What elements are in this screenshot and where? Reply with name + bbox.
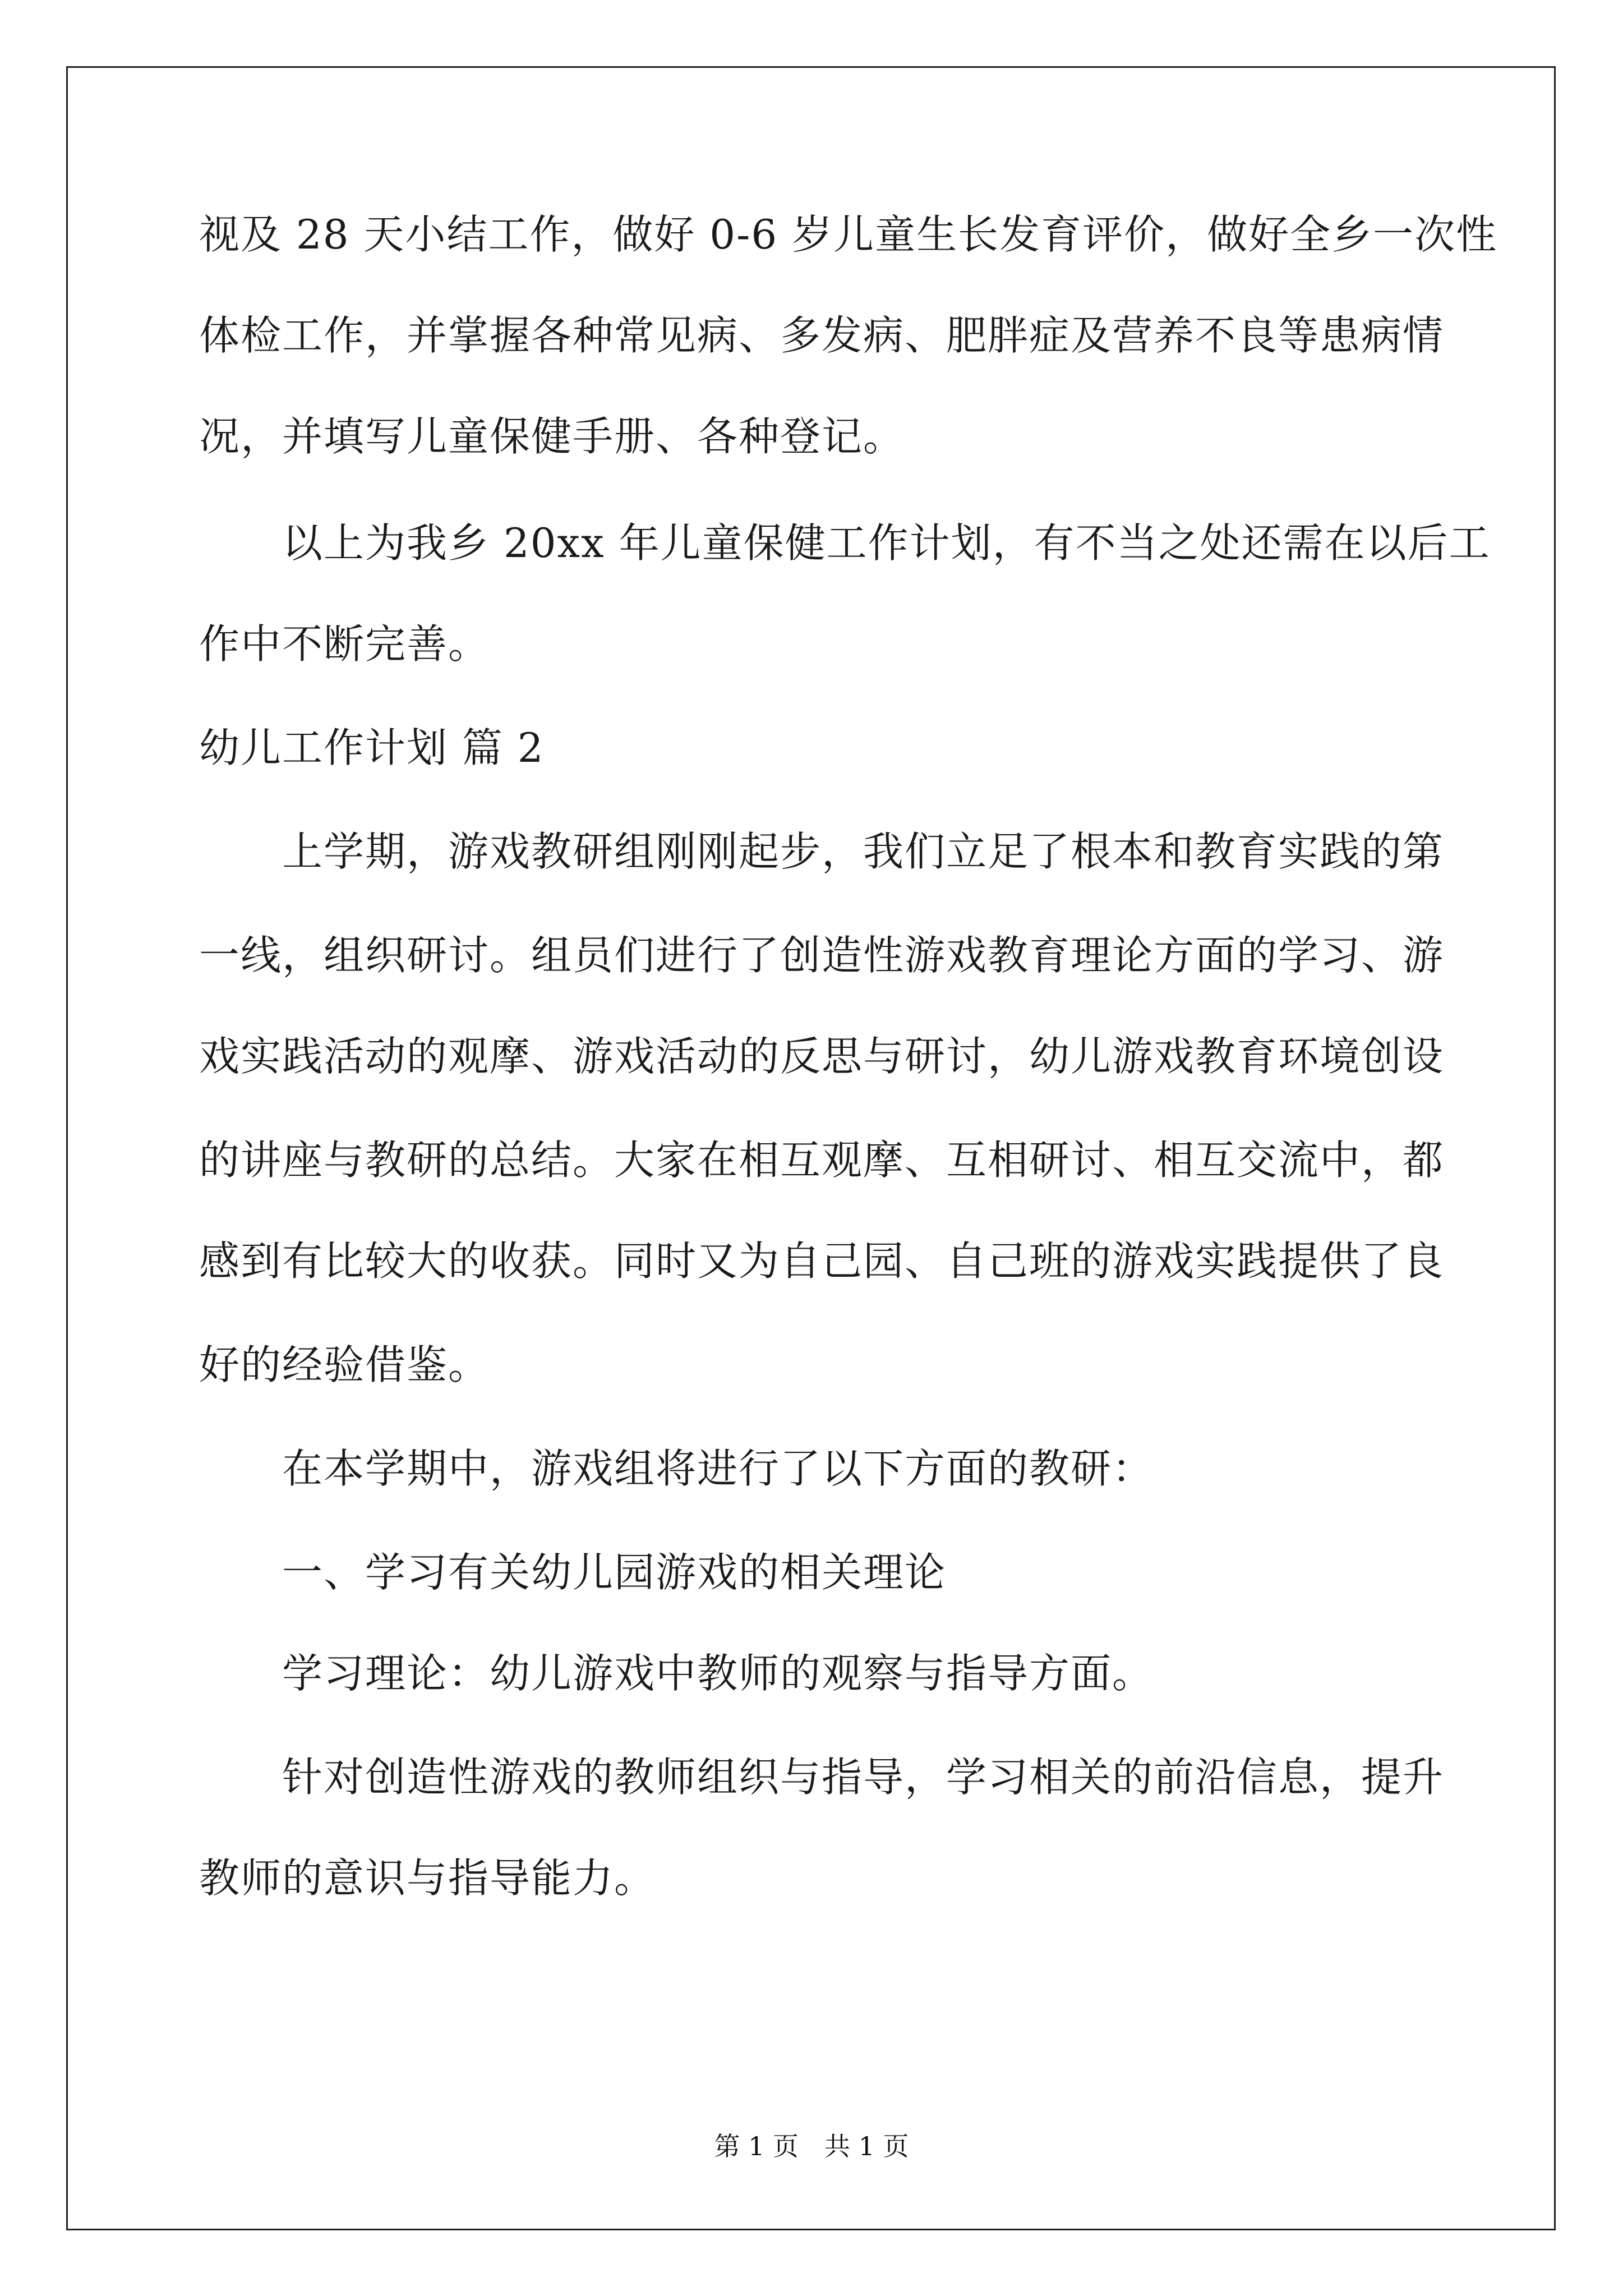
text-line-13: 在本学期中，游戏组将进行了以下方面的教研： — [282, 1445, 1154, 1492]
text-line-14: 一、学习有关幼儿园游戏的相关理论 — [282, 1549, 947, 1596]
text-line-10: 的讲座与教研的总结。大家在相互观摩、互相研讨、相互交流中，都 — [199, 1137, 1445, 1184]
section-heading: 幼儿工作计划 篇 2 — [199, 724, 545, 771]
text-line-5: 作中不断完善。 — [199, 620, 490, 668]
text-line-1: 视及 28 天小结工作，做好 0-6 岁儿童生长发育评价，做好全乡一次性 — [199, 211, 1498, 258]
text-line-16: 针对创造性游戏的教师组织与指导，学习相关的前沿信息，提升 — [282, 1754, 1445, 1801]
text-line-15: 学习理论：幼儿游戏中教师的观察与指导方面。 — [282, 1650, 1154, 1697]
text-line-3: 况，并填写儿童保健手册、各种登记。 — [199, 413, 905, 460]
text-line-11: 感到有比较大的收获。同时又为自己园、自己班的游戏实践提供了良 — [199, 1237, 1445, 1285]
text-line-2: 体检工作，并掌握各种常见病、多发病、肥胖症及营养不良等患病情 — [199, 312, 1445, 359]
text-line-8: 一线，组织研讨。组员们进行了创造性游戏教育理论方面的学习、游 — [199, 932, 1445, 979]
text-line-17: 教师的意识与指导能力。 — [199, 1855, 656, 1902]
text-line-7: 上学期，游戏教研组刚刚起步，我们立足了根本和教育实践的第 — [282, 828, 1445, 875]
page-number: 第 1 页 共 1 页 — [714, 2131, 909, 2161]
text-line-9: 戏实践活动的观摩、游戏活动的反思与研讨，幼儿游戏教育环境创设 — [199, 1033, 1445, 1080]
text-line-12: 好的经验借鉴。 — [199, 1341, 490, 1388]
text-line-4: 以上为我乡 20xx 年儿童保健工作计划，有不当之处还需在以后工 — [282, 519, 1491, 567]
